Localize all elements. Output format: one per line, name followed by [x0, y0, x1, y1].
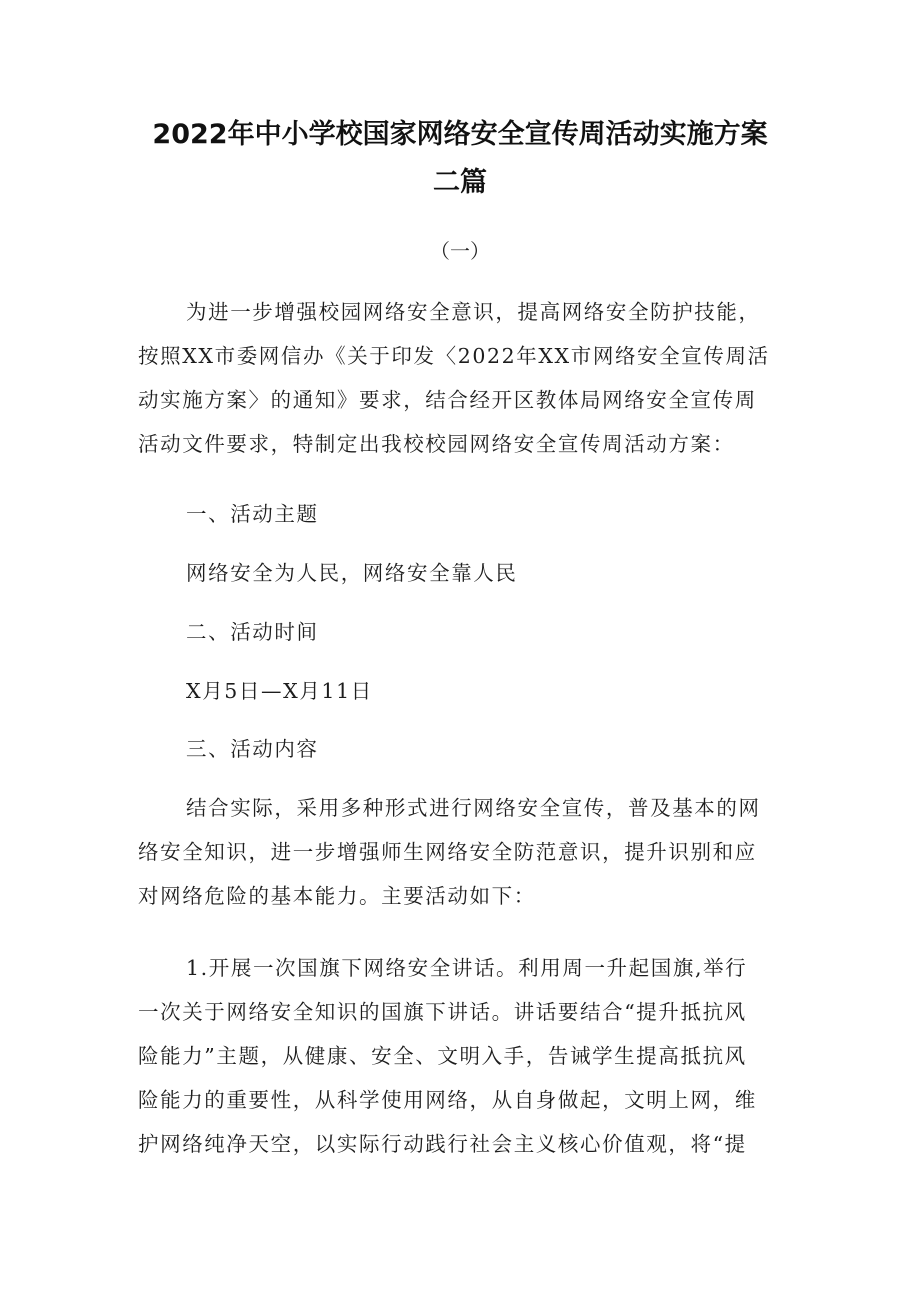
intro-paragraph: [138, 290, 788, 466]
activity-time-text: X月5日—X月11日: [186, 679, 373, 703]
document-title-line1: 2022年中小学校国家网络安全宣传周活动实施方案: [152, 119, 768, 150]
item1-line: 护网络纯净天空，以实际行动践行社会主义核心价值观，将“提: [138, 1132, 747, 1156]
content-paragraph: [138, 786, 788, 918]
item1-paragraph: [138, 946, 788, 1166]
item1-line: 1.开展一次国旗下网络安全讲话。利用周一升起国旗,举行: [186, 956, 748, 980]
heading-activity-theme: 一、活动主题: [186, 502, 319, 526]
item1-line: 险能力”主题，从健康、安全、文明入手，告诫学生提高抵抗风: [138, 1044, 747, 1068]
intro-line: 为进一步增强校园网络安全意识，提高网络安全防护技能，: [186, 300, 761, 324]
heading-activity-content: 三、活动内容: [186, 737, 319, 761]
intro-line: 按照XX市委网信办《关于印发〈2022年XX市网络安全宣传周活: [138, 344, 770, 368]
heading-activity-time: 二、活动时间: [186, 620, 319, 644]
item1-line: 一次关于网络安全知识的国旗下讲话。讲话要结合“提升抵抗风: [138, 1000, 747, 1024]
intro-line: 动实施方案〉的通知》要求，结合经开区教体局网络安全宣传周: [138, 388, 757, 412]
item1-line: 险能力的重要性，从科学使用网络，从自身做起，文明上网，维: [138, 1088, 757, 1112]
content-line: 结合实际，采用多种形式进行网络安全宣传，普及基本的网: [186, 796, 761, 820]
content-line: 对网络危险的基本能力。主要活动如下：: [138, 884, 536, 908]
document-title-line2: 二篇: [433, 167, 487, 198]
activity-theme-text: 网络安全为人民，网络安全靠人民: [186, 561, 518, 585]
intro-line: 活动文件要求，特制定出我校校园网络安全宣传周活动方案：: [138, 432, 735, 456]
section-marker: （一）: [430, 239, 490, 263]
content-line: 络安全知识，进一步增强师生网络安全防范意识，提升识别和应: [138, 840, 757, 864]
